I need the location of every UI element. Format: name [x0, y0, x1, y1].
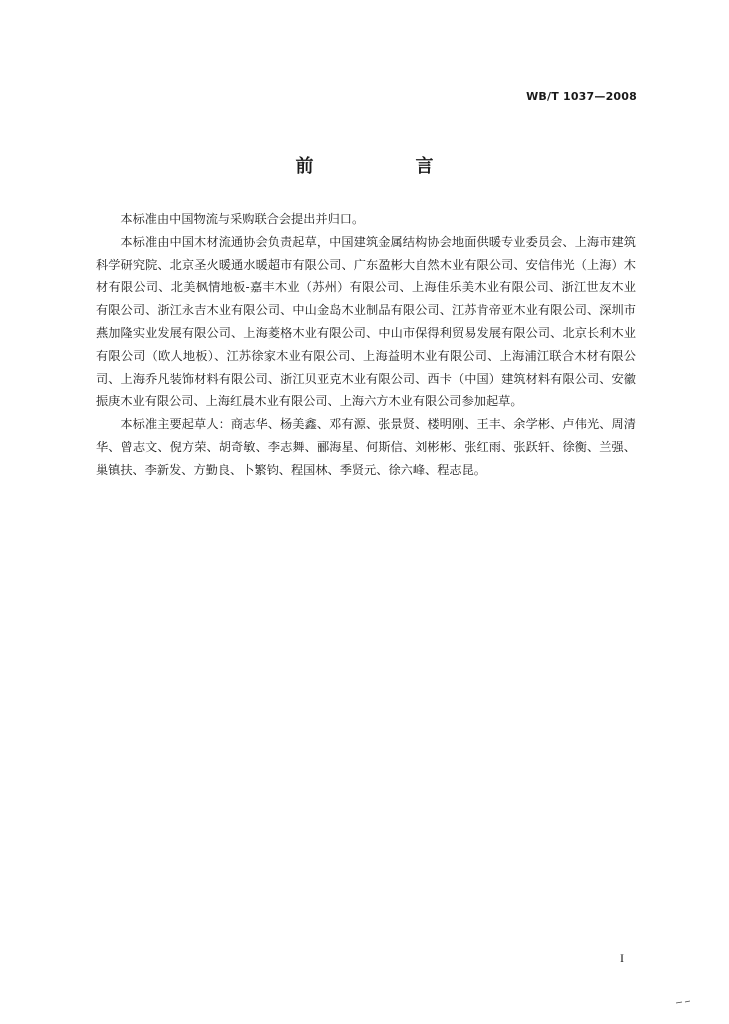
- page-number: I: [620, 951, 624, 965]
- paragraph-proposer: 本标准由中国物流与采购联合会提出并归口。: [120, 212, 365, 226]
- standard-code: WB/T 1037—2008: [526, 90, 637, 103]
- paragraph-drafters: 本标准主要起草人：商志华、杨美鑫、邓有源、张景贤、楼明刚、王丰、余学彬、卢伟光、周清华、曾志文、倪方荣、胡奇敏、李志舞、郦海星、何斯信、刘彬彬、张红雨、张跃轩、徐衡、兰强、巢镇扶、李新发、方勤良、卜繁钧、程国林、季贤元、徐六峰、程志昆。: [96, 417, 636, 477]
- paragraph-drafting-units: 本标准由中国木材流通协会负责起草，中国建筑金属结构协会地面供暖专业委员会、上海市建筑科学研究院、北京圣火暖通水暖超市有限公司、广东盈彬大自然木业有限公司、安信伟光（上海）木材有限公司、北美枫情地板-嘉丰木业（苏州）有限公司、上海佳乐美木业有限公司、浙江世友木业有限公司、浙江永吉木业有限公司、中山金岛木业制品有限公司、江苏肯帝亚木业有限公司、深圳市燕加隆实业发展有限公司、上海菱格木业有限公司、中山市保得利贸易发展有限公司、北京长利木业有限公司（欧人地板）、江苏徐家木业有限公司、上海益明木业有限公司、上海浦江联合木材有限公司、上海乔凡装饰材料有限公司、浙江贝亚克木业有限公司、西卡（中国）建筑材料有限公司、安徽振庚木业有限公司、上海红晨木业有限公司、上海六方木业有限公司参加起草。: [96, 234, 636, 409]
- scan-mark-icon: [676, 1000, 690, 1004]
- page-title: 前 言: [295, 156, 476, 177]
- foreword-body: [96, 208, 636, 482]
